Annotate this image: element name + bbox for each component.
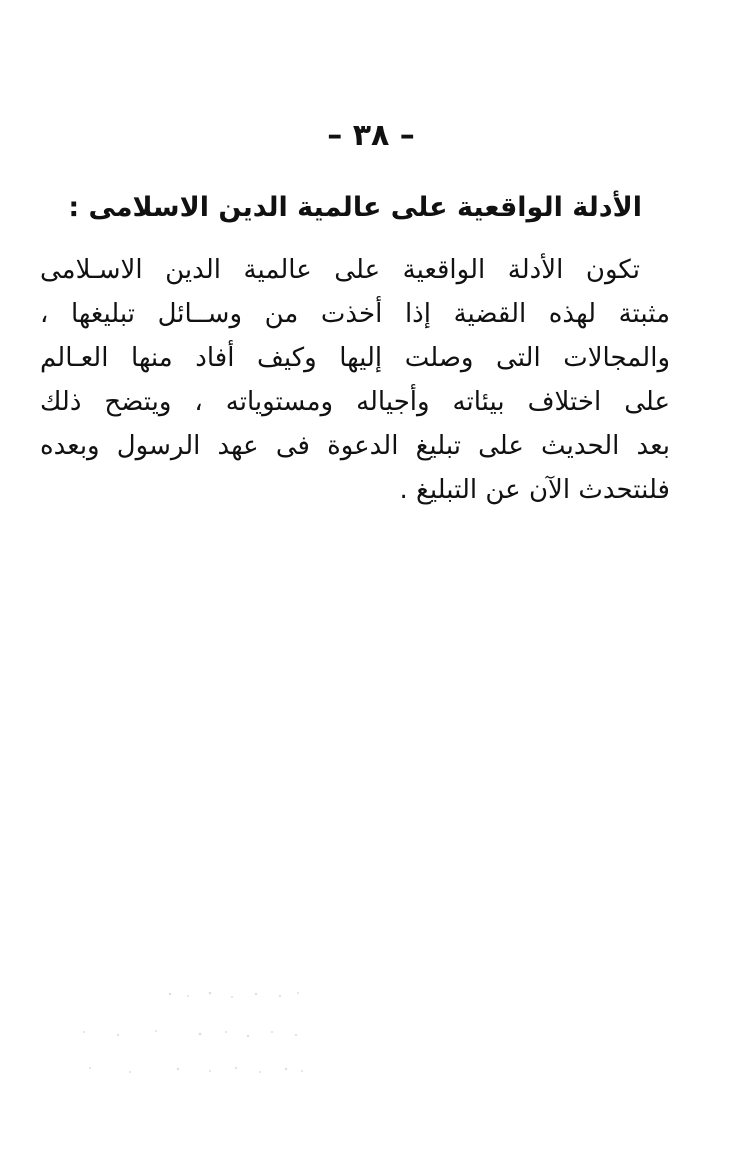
bleed-through-speckles [60, 980, 320, 1090]
paragraph-line: فلنتحدث الآن عن التبليغ . [399, 475, 670, 505]
paragraph-line: مثبتة لهذه القضية إذا أخذت من وســائل تبليغها ، [40, 299, 670, 329]
section-heading: الأدلة الواقعية على عالمية الدين الاسلامى : [68, 192, 642, 223]
paragraph-line: على اختلاف بيئاته وأجياله ومستوياته ، ويتضح ذلك [40, 387, 670, 417]
paragraph-line: تكون الأدلة الواقعية على عالمية الدين الاسـلامى [40, 255, 640, 285]
body-paragraph [40, 248, 670, 512]
paragraph-line: بعد الحديث على تبليغ الدعوة فى عهد الرسول وبعده [40, 431, 670, 461]
paragraph-line: والمجالات التى وصلت إليها وكيف أفاد منها العـالم [40, 343, 670, 373]
page-number: – ٣٨ – [327, 118, 415, 153]
